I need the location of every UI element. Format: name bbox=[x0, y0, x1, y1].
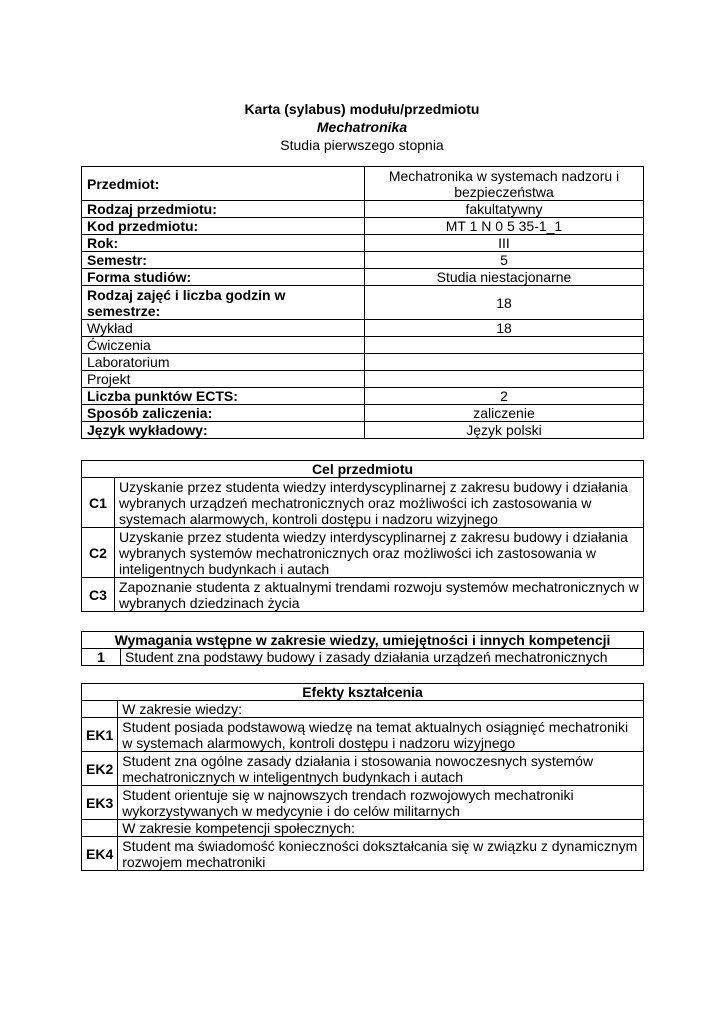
empty-code-cell bbox=[82, 820, 118, 837]
outcome-code: EK4 bbox=[82, 837, 118, 871]
info-label: Rodzaj zajęć i liczba godzin w semestrze: bbox=[82, 286, 365, 320]
info-value bbox=[365, 337, 644, 354]
info-value: 18 bbox=[365, 320, 644, 337]
info-value: Język polski bbox=[365, 422, 644, 439]
info-label: Przedmiot: bbox=[82, 167, 365, 201]
outcome-code: EK3 bbox=[82, 786, 118, 820]
goal-row bbox=[82, 578, 644, 612]
info-row bbox=[82, 371, 644, 388]
outcome-text: Student ma świadomość konieczności dokształcania się w związku z dynamicznym rozwojem mechatroniki bbox=[118, 837, 644, 871]
info-row bbox=[82, 354, 644, 371]
info-label: Kod przedmiotu: bbox=[82, 218, 365, 235]
info-label: Wykład bbox=[82, 320, 365, 337]
info-row bbox=[82, 218, 644, 235]
requirements-table bbox=[81, 631, 644, 666]
goal-row bbox=[82, 478, 644, 528]
info-row bbox=[82, 167, 644, 201]
goal-text: Uzyskanie przez studenta wiedzy interdyscyplinarnej z zakresu budowy i działania wybranych systemów mechatronicznych oraz możliwości ich zastosowania w inteligentnych budynkach i autach bbox=[115, 528, 644, 578]
info-row bbox=[82, 422, 644, 439]
goal-code: C3 bbox=[82, 578, 115, 612]
outcome-text: Student zna ogólne zasady działania i stosowania nowoczesnych systemów mechatronicznych w inteligentnych budynkach i autach bbox=[118, 752, 644, 786]
info-label: Laboratorium bbox=[82, 354, 365, 371]
info-row bbox=[82, 252, 644, 269]
goal-code: C2 bbox=[82, 528, 115, 578]
outcome-row bbox=[82, 786, 644, 820]
info-value: Studia niestacjonarne bbox=[365, 269, 644, 286]
empty-code-cell bbox=[82, 701, 118, 718]
info-label: Język wykładowy: bbox=[82, 422, 365, 439]
outcome-text: Student posiada podstawową wiedzę na temat aktualnych osiągnięć mechatroniki w systemach alarmowych, kontroli dostępu i nadzoru wizyjnego bbox=[118, 718, 644, 752]
knowledge-label: W zakresie wiedzy: bbox=[118, 701, 644, 718]
goal-text: Zapoznanie studenta z aktualnymi trendami rozwoju systemów mechatronicznych w wybranych dziedzinach życia bbox=[115, 578, 644, 612]
goal-code: C1 bbox=[82, 478, 115, 528]
info-row bbox=[82, 235, 644, 252]
info-value: III bbox=[365, 235, 644, 252]
info-row bbox=[82, 388, 644, 405]
field-of-study: Mechatronika bbox=[316, 119, 408, 135]
info-label: Semestr: bbox=[82, 252, 365, 269]
info-value: 18 bbox=[365, 286, 644, 320]
goals-table bbox=[81, 460, 644, 612]
info-value bbox=[365, 354, 644, 371]
info-value: MT 1 N 0 5 35-1_1 bbox=[365, 218, 644, 235]
goal-row bbox=[82, 528, 644, 578]
outcome-row bbox=[82, 718, 644, 752]
info-row bbox=[82, 320, 644, 337]
outcome-row bbox=[82, 752, 644, 786]
outcomes-title: Efekty kształcenia bbox=[82, 684, 644, 701]
info-label: Rok: bbox=[82, 235, 365, 252]
info-label: Rodzaj przedmiotu: bbox=[82, 201, 365, 218]
course-info-table bbox=[81, 166, 644, 439]
outcomes-table bbox=[81, 683, 644, 871]
info-value: 2 bbox=[365, 388, 644, 405]
requirement-code: 1 bbox=[82, 649, 121, 666]
outcome-code: EK1 bbox=[82, 718, 118, 752]
outcome-text: Student orientuje się w najnowszych trendach rozwojowych mechatroniki wykorzystywanych w medycynie i do celów militarnych bbox=[118, 786, 644, 820]
info-value: Mechatronika w systemach nadzoru i bezpieczeństwa bbox=[365, 167, 644, 201]
info-label: Forma studiów: bbox=[82, 269, 365, 286]
info-row bbox=[82, 286, 644, 320]
info-row bbox=[82, 269, 644, 286]
info-label: Sposób zaliczenia: bbox=[82, 405, 365, 422]
info-label: Liczba punktów ECTS: bbox=[82, 388, 365, 405]
requirement-text: Student zna podstawy budowy i zasady działania urządzeń mechatronicznych bbox=[121, 649, 644, 666]
goals-title: Cel przedmiotu bbox=[82, 461, 644, 478]
social-competence-label: W zakresie kompetencji społecznych: bbox=[118, 820, 644, 837]
goal-text: Uzyskanie przez studenta wiedzy interdyscyplinarnej z zakresu budowy i działania wybranych urządzeń mechatronicznych oraz możliwości ich zastosowania w systemach alarmowych, kontroli dostępu i nadzoru wizyjnego bbox=[115, 478, 644, 528]
info-value: fakultatywny bbox=[365, 201, 644, 218]
outcome-code: EK2 bbox=[82, 752, 118, 786]
outcome-row bbox=[82, 837, 644, 871]
info-row bbox=[82, 201, 644, 218]
requirements-title: Wymagania wstępne w zakresie wiedzy, umiejętności i innych kompetencji bbox=[82, 632, 644, 649]
info-row bbox=[82, 337, 644, 354]
study-level: Studia pierwszego stopnia bbox=[280, 137, 444, 153]
info-value: 5 bbox=[365, 252, 644, 269]
info-value: zaliczenie bbox=[365, 405, 644, 422]
info-label: Ćwiczenia bbox=[82, 337, 365, 354]
syllabus-title: Karta (sylabus) modułu/przedmiotu bbox=[244, 101, 480, 117]
info-row bbox=[82, 405, 644, 422]
requirement-row bbox=[82, 649, 644, 666]
document-header bbox=[0, 100, 724, 154]
info-label: Projekt bbox=[82, 371, 365, 388]
info-value bbox=[365, 371, 644, 388]
